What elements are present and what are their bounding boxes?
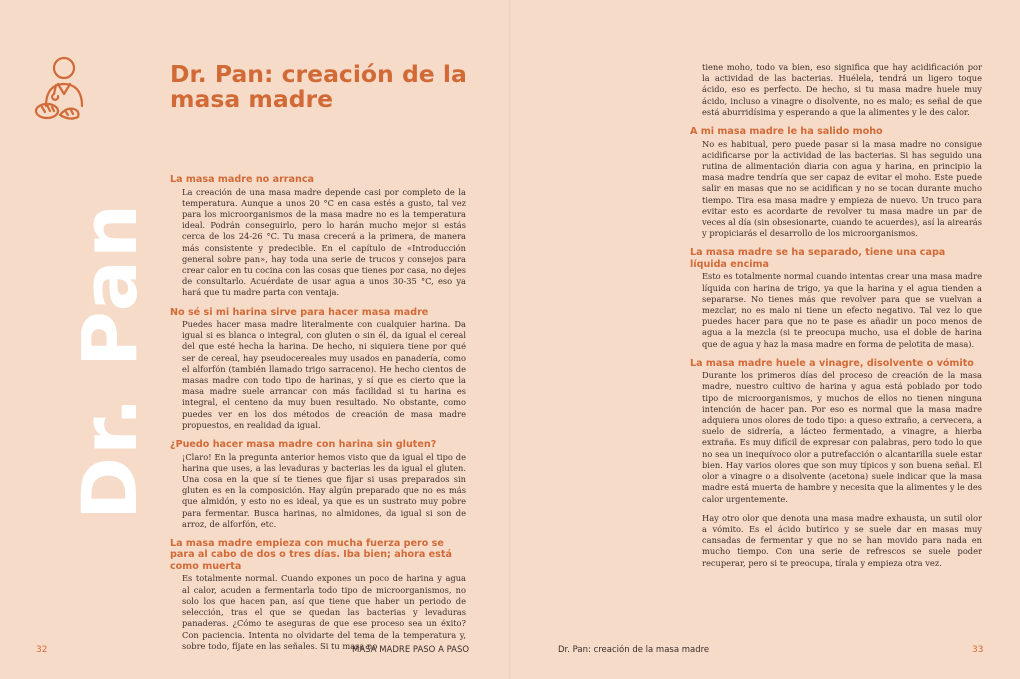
section-no-arranca [170,174,466,299]
section-capa-liquida [690,247,982,349]
section-heading: La masa madre se ha separado, tiene una capa líquida encima [690,247,946,270]
right-column [690,62,982,577]
section-heading: ¿Puedo hacer masa madre con harina sin gluten? [170,439,437,451]
section-se-para [170,538,466,652]
section-moho [690,126,982,239]
section-text: No es habitual, pero puede pasar si la masa madre no consigue acidificarse por la actividad de las bacterias. Si has seguido una rutina de alimentación diaria con agua y harina, en principio la masa madre tendría que ser capaz de evitar el moho. Este puede salir en masas que no se acidifican y no se tocan durante mucho tiempo. Tira esa masa madre y empieza de nuevo. Un truco para evitar esto es acordarte de revolver tu masa madre un par de veces al día (sin obsesionarte, cuando te acuerdes), así la airearás y propiciarás el desarrollo de los microorganismos. [702,138,982,239]
section-heading: A mi masa madre le ha salido moho [690,126,883,138]
section-text: La creación de una masa madre depende casi por completo de la temperatura. Aunque a unos 20 °C en casa estés a gusto, tal vez para los microorganismos de la masa madre no es la temperatura ideal. Podrán conseguirlo, pero lo harán mucho mejor si estás cerca de los 24-26 °C. Tu masa crecerá a la primera, de manera más consistente y predecible. En el capítulo de «Introducción general sobre pan», hay toda una serie de trucos y consejos para crear calor en tu cocina con las cosas que tienes por casa, no dejes de consultarlo. Acuérdate de usar agua a unos 30-35 °C, eso ya hará que tu madre parta con ventaja. [182,186,466,298]
section-text: Esto es totalmente normal cuando intentas crear una masa madre líquida con harina de trigo, ya que la harina y el agua tienden a separarse. No tienes más que revolver para que se vuelvan a mezclar, no es malo ni tiene un efecto negativo. Tal vez lo que puedes hacer para que no te pase es añadir un poco menos de agua a la mezcla (si te preocupa mucho, usa el doble de harina que de agua y haz la masa madre en forma de pelotita de masa). [702,271,982,349]
running-footer-book-title: MASA MADRE PASO A PASO [352,645,470,655]
section-heading: No sé si mi harina sirve para hacer masa madre [170,306,429,318]
running-footer-chapter-title: Dr. Pan: creación de la masa madre [558,645,710,655]
section-text: Es totalmente normal. Cuando expones un poco de harina y agua al calor, acuden a fermentarla todo tipo de microorganismos, no solo los que hacen pan, así que tiene que haber un periodo de selección, tras el que se quedan las bacterias y levaduras panaderas. ¿Cómo te aseguras de que ese proceso sea un éxito? Con paciencia. Intenta no olvidarte del tema de la temperatura y, sobre todo, fíjate en las señales. Si tu masa no [182,573,466,651]
section-heading: La masa madre no arranca [170,174,314,185]
left-column [170,174,466,660]
closing-text: Hay otro olor que denota una masa madre exhausta, un sutil olor a vómito. Es el ácido butírico y se suele dar en masas muy cansadas de fermentar y que no se han movido para nada en mucho tiempo. Con una serie de refrescos se suele poder recuperar, pero si te preocupa, tírala y empieza otra vez. [702,512,982,568]
page-title: Dr. Pan: creación de la masa madre [170,60,467,113]
chef-bread-icon [32,54,92,122]
section-text: ¡Claro! En la pregunta anterior hemos visto que da igual el tipo de harina que uses, a las levaduras y bacterias les da igual el gluten. Una cosa en la que sí te tienes que fijar si usas preparados sin gluten es en la composición. Hay algún preparado que no es más que almidón, y esto no es ideal, ya que es un sustrato muy pobre para fermentar. Busca harinas, no almidones, da igual si son de arroz, de alforfón, etc. [182,451,466,529]
continuation-text: tiene moho, todo va bien, eso significa que hay acidificación por la actividad de las bacterias. Huélela, tendrá un ligero toque ácido, eso es perfecto. De hecho, si tu masa madre huele muy ácido, incluso a vinagre o disolvente, no es malo; es señal de que está aburridísima y esperando a que la alimentes y le des calor. [702,62,982,117]
page-number-right: 33 [972,645,984,655]
section-heading: La masa madre empieza con mucha fuerza pero se para al cabo de dos o tres días. Iba bien; ahora está como muerta [170,537,452,572]
vertical-brand-text: Dr. Pan [65,201,154,520]
page-number-left: 32 [36,645,48,655]
section-sin-gluten [170,439,466,530]
section-text: Durante los primeros días del proceso de creación de la masa madre, nuestro cultivo de harina y agua está poblado por todo tipo de microorganismos, y muchos de ellos no tienen ninguna intención de hacer pan. Por eso es normal que la masa madre adquiera unos olores de todo tipo: a queso extraño, a cervecera, a suelo de sidrería, a lácteo fermentado, a vinagre, a hierba extraña. Es muy difícil de expresar con palabras, pero todo lo que no sea un inequívoco olor a putrefacción o alcantarilla suele estar bien. Hay varios olores que son muy típicos y son buena señal. El olor a vinagre o a disolvente (acetona) suele indicar que la masa madre está muerta de hambre y necesita que la alimentes y le des calor urgentemente. [702,370,982,504]
section-text: Puedes hacer masa madre literalmente con cualquier harina. Da igual si es blanca o integral, con gluten o sin él, da igual el cereal del que esté hecha la harina. De hecho, ni siquiera tiene por qué ser de cereal, hay pseudocereales muy usados en panadería, como el alforfón (también llamado trigo sarraceno). He hecho cientos de masas madre con todo tipo de harinas, y sí que es cierto que la masa madre suele arrancar con más facilidad si tu harina es integral, el centeno da muy buen resultado. No obstante, como puedes ver en los dos métodos de creación de masa madre propuestos, en realidad da igual. [182,319,466,430]
section-heading: La masa madre huele a vinagre, disolvente o vómito [690,357,974,369]
section-vinagre [690,358,982,505]
section-harina [170,307,466,432]
